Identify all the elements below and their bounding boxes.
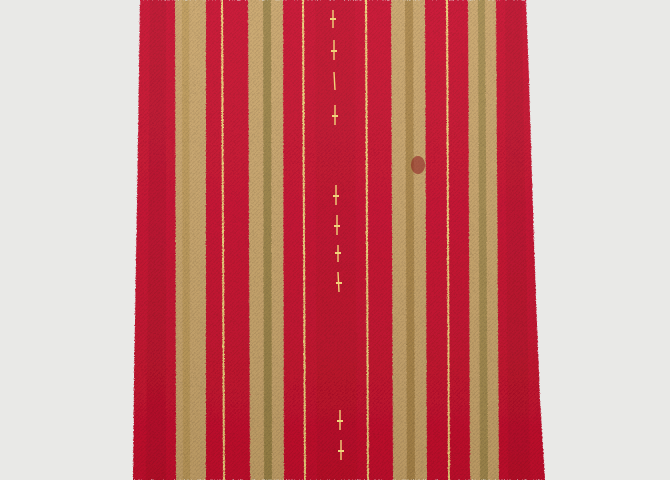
light-fade bbox=[133, 0, 545, 480]
textile-cloth bbox=[133, 0, 545, 480]
stain-spot bbox=[411, 156, 425, 174]
